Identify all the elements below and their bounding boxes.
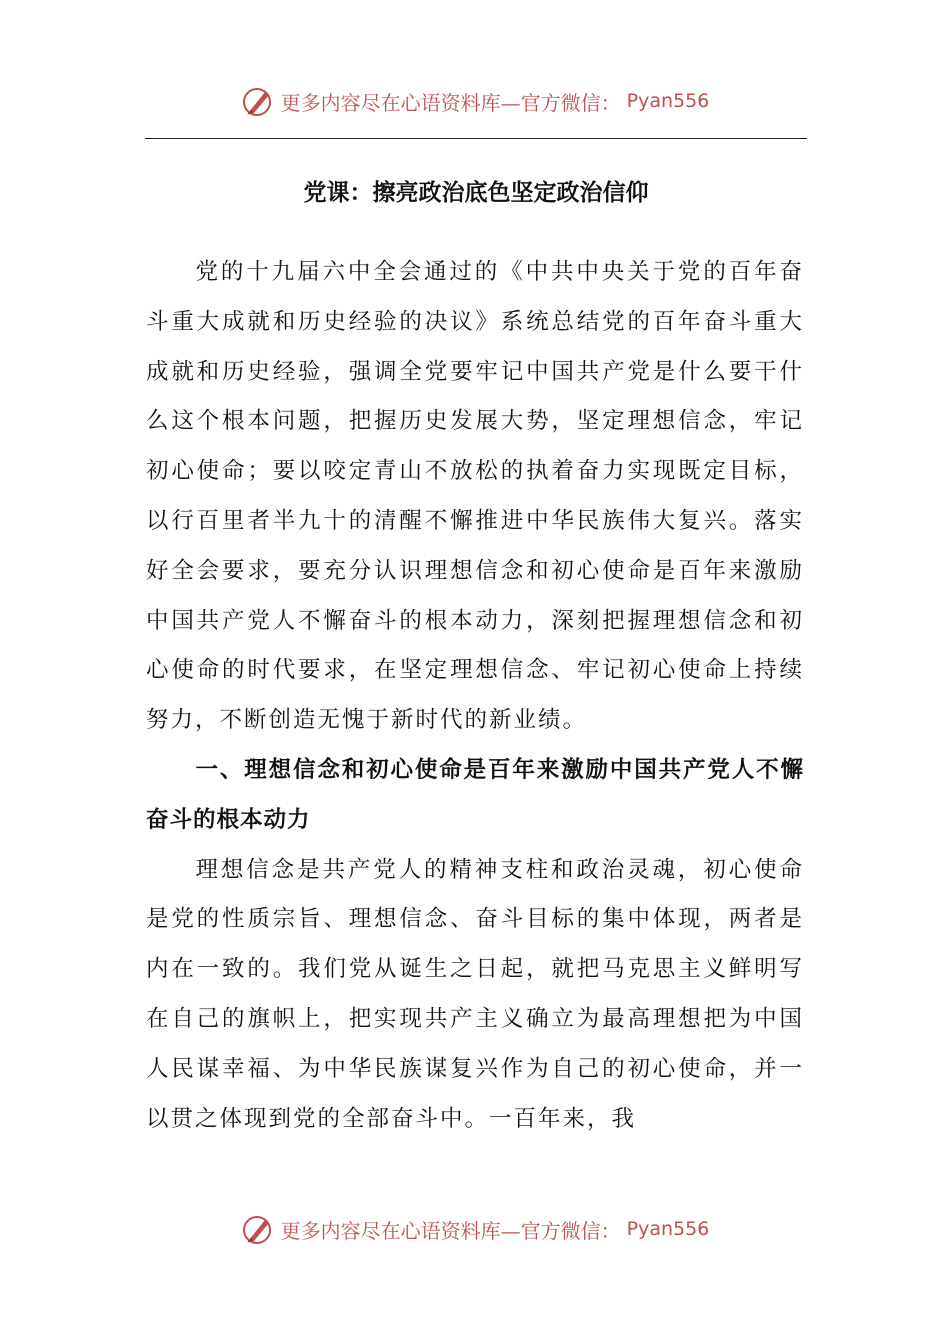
header-wechat-id: Pyan556 [626,90,710,112]
footer-watermark [0,1212,950,1246]
header-watermark [0,84,950,118]
section-heading-1: 一、理想信念和初心使命是百年来激励中国共产党人不懈奋斗的根本动力 [146,756,804,833]
header-divider [145,138,807,139]
document-body [146,248,804,1144]
footer-wechat-id: Pyan556 [626,1218,710,1240]
header-watermark-text: 更多内容尽在心语资料库—官方微信： [280,90,621,115]
footer-watermark-text: 更多内容尽在心语资料库—官方微信： [280,1218,621,1243]
pen-logo-icon [241,1212,275,1246]
paragraph-section-1: 理想信念是共产党人的精神支柱和政治灵魂，初心使命是党的性质宗旨、理想信念、奋斗目标的集中体现，两者是内在一致的。我们党从诞生之日起，就把马克思主义鲜明写在自己的旗帜上，把实现共产主义确立为最高理想把为中国人民谋幸福、为中华民族谋复兴作为自己的初心使命，并一以贯之体现到党的全部奋斗中。一百年来，我 [146,856,804,1132]
paragraph-intro: 党的十九届六中全会通过的《中共中央关于党的百年奋斗重大成就和历史经验的决议》系统总结党的百年奋斗重大成就和历史经验，强调全党要牢记中国共产党是什么要干什么这个根本问题，把握历史发展大势，坚定理想信念，牢记初心使命；要以咬定青山不放松的执着奋力实现既定目标，以行百里者半九十的清醒不懈推进中华民族伟大复兴。落实好全会要求，要充分认识理想信念和初心使命是百年来激励中国共产党人不懈奋斗的根本动力，深刻把握理想信念和初心使命的时代要求，在坚定理想信念、牢记初心使命上持续努力，不断创造无愧于新时代的新业绩。 [146,259,804,734]
pen-logo-icon [241,84,275,118]
document-title: 党课：擦亮政治底色坚定政治信仰 [303,179,649,206]
